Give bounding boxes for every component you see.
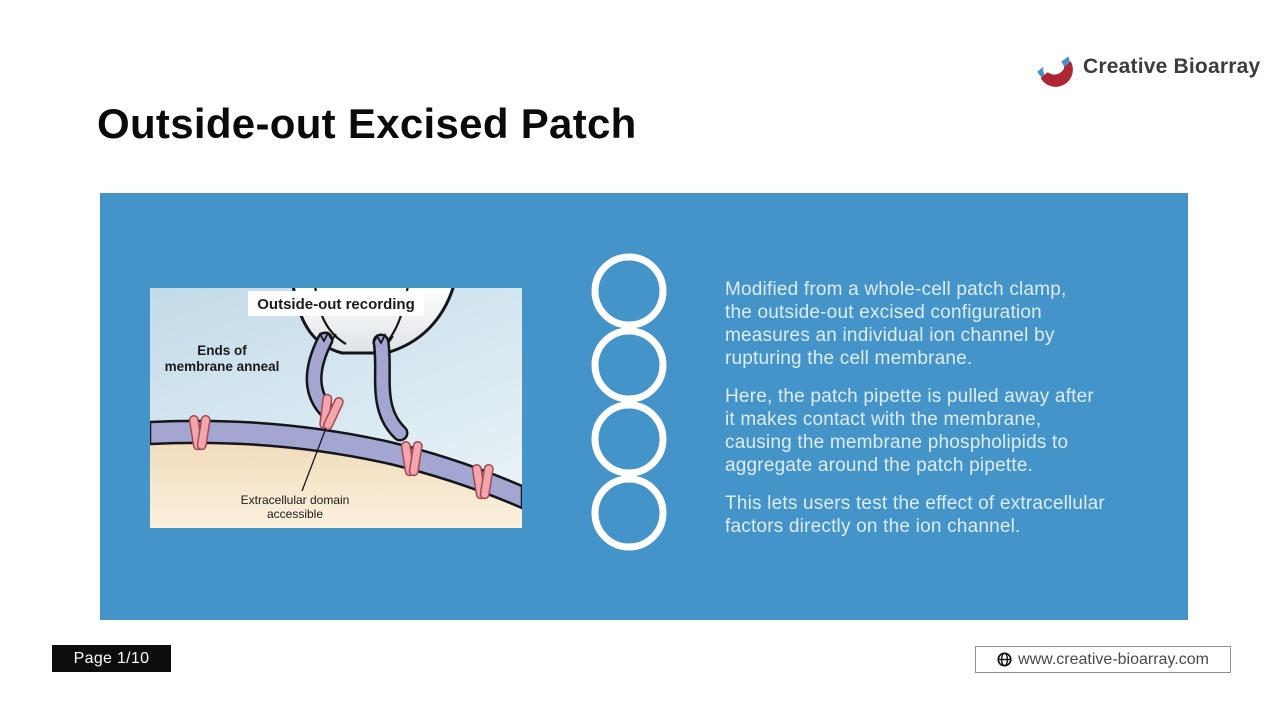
- paragraph-3-line: factors directly on the ion channel.: [725, 516, 1021, 537]
- page-number-label: Page 1/10: [73, 649, 150, 667]
- brand-name: Creative Bioarray: [1083, 55, 1261, 78]
- paragraph-2-line: it makes contact with the membrane,: [725, 409, 1042, 430]
- outside-out-diagram: [150, 288, 522, 528]
- brand-logo-icon: [1033, 46, 1075, 88]
- bullet-circle: [595, 257, 663, 325]
- paragraph-1-line: measures an individual ion channel by: [725, 325, 1055, 346]
- content-panel: [100, 193, 1188, 620]
- paragraph-1: [725, 278, 1165, 370]
- paragraph-2: [725, 385, 1165, 477]
- paragraph-2-line: causing the membrane phospholipids to: [725, 432, 1069, 453]
- paragraph-1-line: Modified from a whole-cell patch clamp,: [725, 279, 1067, 300]
- extracellular-label-line2: accessible: [266, 507, 324, 521]
- anneal-label-line2: membrane anneal: [164, 359, 280, 374]
- paragraph-1-line: the outside-out excised configuration: [725, 302, 1042, 323]
- anneal-label-line1: Ends of: [197, 343, 247, 358]
- website-link[interactable]: [975, 646, 1231, 673]
- extracellular-label-line1: Extracellular domain: [240, 493, 350, 507]
- paragraph-3-line: This lets users test the effect of extracellular: [725, 493, 1105, 514]
- website-url: www.creative-bioarray.com: [1018, 650, 1209, 668]
- paragraph-2-line: aggregate around the patch pipette.: [725, 455, 1034, 476]
- bullet-circles: [587, 253, 671, 557]
- page-number-badge: [52, 645, 171, 672]
- bullet-circle: [595, 405, 663, 473]
- bullet-circle: [595, 479, 663, 547]
- brand-logo: [1033, 45, 1260, 89]
- paragraph-2-line: Here, the patch pipette is pulled away after: [725, 386, 1094, 407]
- diagram-figure: [150, 288, 522, 528]
- page-title: Outside-out Excised Patch: [97, 100, 637, 147]
- bullet-circle: [595, 331, 663, 399]
- diagram-title: Outside-out recording: [257, 296, 415, 313]
- body-text: [725, 278, 1165, 553]
- paragraph-1-line: rupturing the cell membrane.: [725, 348, 973, 369]
- globe-icon: [997, 652, 1012, 667]
- paragraph-3: [725, 492, 1165, 538]
